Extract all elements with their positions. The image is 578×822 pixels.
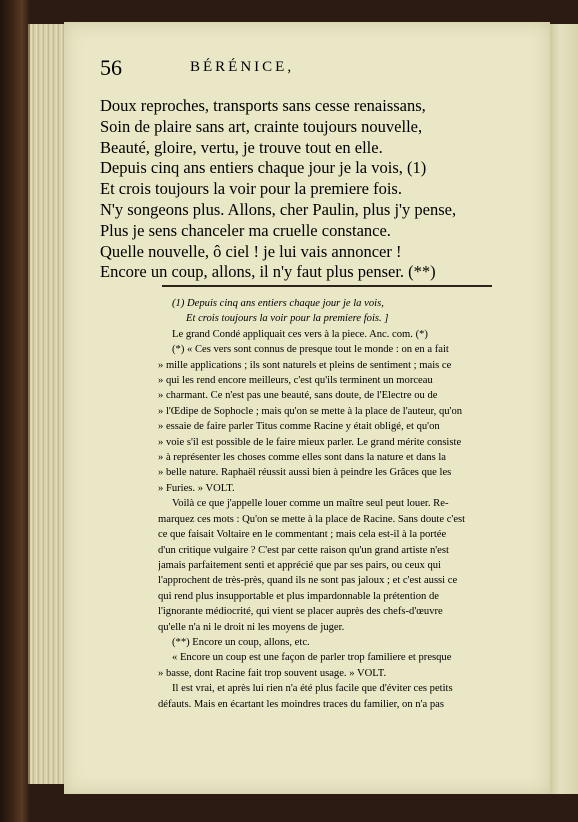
verse-line: Plus je sens chanceler ma cruelle constance. — [100, 220, 391, 240]
footnote-line: » l'Œdipe de Sophocle ; mais qu'on se mette à la place de l'auteur, qu'on — [158, 405, 463, 417]
footnote-line: » qui les rend encore meilleurs, c'est qu'ils terminent un morceau — [158, 375, 433, 387]
footnote-line: » charmant. Ce n'est pas une beauté, sans doute, de l'Electre ou de — [158, 390, 438, 402]
footnotes — [158, 296, 498, 712]
verse-block — [100, 96, 500, 283]
footnote-line: (**) Encore un coup, allons, etc. — [172, 636, 310, 648]
footnote-line: (*) « Ces vers sont connus de presque tout le monde : on en a fait — [172, 344, 449, 356]
footnote-line: (1) Depuis cinq ans entiers chaque jour je la vois, — [172, 298, 384, 309]
verse-line: N'y songeons plus. Allons, cher Paulin, plus j'y pense, — [100, 199, 457, 219]
footnote-line: marquez ces mots : Qu'on se mette à la place de Racine. Sans doute c'est — [158, 513, 466, 525]
verse-line: Et crois toujours la voir pour la premiere fois. — [100, 179, 402, 199]
verse-line: Encore un coup, allons, il n'y faut plus penser. (**) — [100, 262, 436, 282]
footnote-line: » mille applications ; ils sont naturels et pleins de sentiment ; mais ce — [158, 359, 452, 371]
footnote-line: jamais parfaitement senti et apprécié que par ses pairs, ou ceux qui — [158, 559, 441, 571]
footnote-line: qui rend plus insupportable et plus impardonnable la prétention de — [158, 590, 439, 602]
footnote-line: ce que faisait Voltaire en le commentant ; mais cela est-il à la portée — [158, 529, 447, 541]
footnote-line: l'ignorante médiocrité, qui vient se placer auprès des chefs-d'œuvre — [158, 606, 443, 618]
verse-line: Depuis cinq ans entiers chaque jour je la vois, (1) — [100, 158, 427, 178]
footnote-line: Voilà ce que j'appelle louer comme un maître seul peut louer. Re- — [172, 498, 449, 510]
footnote-line: » voie s'il est possible de le faire mieux parler. Le grand mérite consiste — [158, 436, 462, 448]
footnote-line: Le grand Condé appliquait ces vers à la piece. Anc. com. (*) — [172, 328, 428, 340]
footnote-line: l'approchent de très-près, quand ils ne sont pas jaloux ; et c'est aussi ce — [158, 575, 458, 587]
verse-line: Quelle nouvelle, ô ciel ! je lui vais annoncer ! — [100, 241, 402, 261]
footnote-line: qu'elle n'a ni le droit ni les moyens de juger. — [158, 621, 345, 633]
book-spine-edge — [28, 24, 68, 784]
running-title: BÉRÉNICE, — [190, 59, 295, 75]
running-head — [100, 55, 480, 85]
footnote-line: » essaie de faire parler Titus comme Racine y était obligé, et qu'on — [158, 421, 440, 433]
facing-page-edge — [548, 24, 578, 794]
footnote-line: défauts. Mais en écartant les moindres traces du familier, on n'a pas — [158, 698, 444, 710]
footnote-rule — [162, 285, 492, 287]
footnote-line: d'un critique vulgaire ? C'est par cette raison qu'un grand artiste n'est — [158, 544, 449, 556]
verse-line: Doux reproches, transports sans cesse renaissans, — [100, 96, 426, 115]
footnote-line: Il est vrai, et après lui rien n'a été plus facile que d'éviter ces petits — [172, 683, 453, 695]
footnote-line: » belle nature. Raphaël réussit aussi bien à peindre les Grâces que les — [158, 467, 452, 479]
footnote-line: Et crois toujours la voir pour la premiere fois. ] — [186, 313, 389, 325]
footnote-line: » Furies. » VOLT. — [158, 482, 235, 494]
verse-line: Beauté, gloire, vertu, je trouve tout en elle. — [100, 137, 383, 157]
page-number: 56 — [100, 55, 122, 80]
footnote-line: « Encore un coup est une façon de parler trop familiere et presque — [172, 652, 452, 664]
footnote-line: » basse, dont Racine fait trop souvent usage. » VOLT. — [158, 667, 387, 679]
verse-line: Soin de plaire sans art, crainte toujours nouvelle, — [100, 116, 423, 136]
footnote-line: » à représenter les choses comme elles sont dans la nature et dans la — [158, 452, 446, 464]
